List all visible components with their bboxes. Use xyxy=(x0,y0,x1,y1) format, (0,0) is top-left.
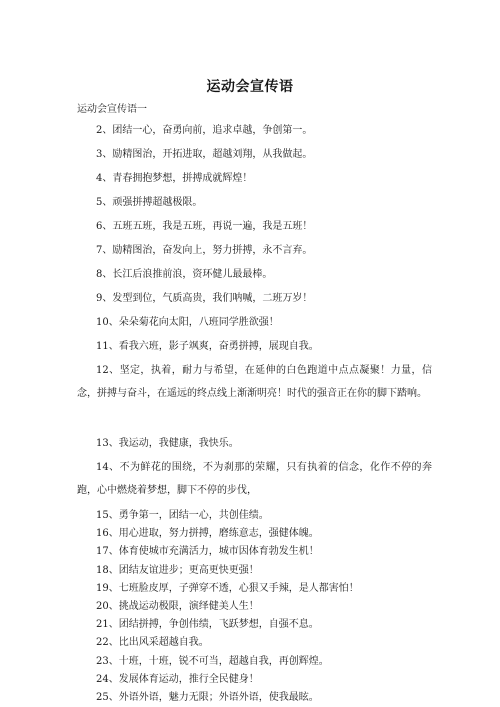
list-item: 3、励精图治，开拓进取，超越刘翔，从我做起。 xyxy=(96,149,313,160)
list-item: 9、发型到位，气质高贵，我们呐喊，二班万岁！ xyxy=(96,293,313,304)
list-item: 21、团结拼搏，争创伟绩，飞跃梦想，自强不息。 xyxy=(96,619,319,630)
list-item: 11、看我六班，影子飒爽，奋勇拼搏，展现自我。 xyxy=(96,341,319,352)
list-item: 23、十班，十班，锐不可当，超越自我，再创辉煌。 xyxy=(96,656,329,667)
list-item: 6、五班五班，我是五班，再说一遍，我是五班！ xyxy=(96,221,313,232)
list-item: 19、七班脸皮厚，子弹穿不透，心狠又手辣，是人都害怕！ xyxy=(96,583,359,594)
list-item: 12、坚定，执着，耐力与希望，在延伸的白色跑道中点点凝聚！力量，信念，拼搏与奋斗，在遥远的终点线上渐渐明亮！时代的强音正在你的脚下踏响。 xyxy=(77,365,432,399)
list-item: 8、长江后浪推前浪，资环健儿最最棒。 xyxy=(96,269,273,280)
list-item: 2、团结一心，奋勇向前，追求卓越，争创第一。 xyxy=(96,125,313,136)
list-item: 16、用心进取，努力拼搏，磨练意志，强健体魄。 xyxy=(96,528,319,539)
list-item: 10、朵朵菊花向太阳，八班同学胜欲强！ xyxy=(96,317,279,328)
list-item: 14、不为鲜花的围绕，不为刹那的荣耀，只有执着的信念，化作不停的奔跑，心中燃烧着梦想，脚下不停的步伐， xyxy=(77,462,432,496)
list-item: 18、团结友谊进步；更高更快更强！ xyxy=(96,565,259,576)
list-item: 13、我运动，我健康，我快乐。 xyxy=(96,438,239,449)
list-item: 7、励精图治，奋发向上，努力拼搏，永不言弃。 xyxy=(96,245,313,256)
list-item: 20、挑战运动极限，演绎健美人生！ xyxy=(96,601,259,612)
list-item: 24、发展体育运动，推行全民健身！ xyxy=(96,674,259,685)
page-title: 运动会宣传语 xyxy=(206,79,294,95)
list-item: 17、体育使城市充满活力，城市因体育勃发生机！ xyxy=(96,546,319,557)
section-subtitle: 运动会宣传语一 xyxy=(77,104,147,115)
list-item: 5、顽强拼搏超越极限。 xyxy=(96,197,203,208)
list-item: 22、比出风采超越自我。 xyxy=(96,637,209,648)
list-item: 15、勇争第一，团结一心，共创佳绩。 xyxy=(96,510,269,521)
list-item: 4、青春拥抱梦想，拼搏成就辉煌！ xyxy=(96,173,253,184)
list-item: 25、外语外语，魅力无限；外语外语，使我最眩。 xyxy=(96,692,319,703)
